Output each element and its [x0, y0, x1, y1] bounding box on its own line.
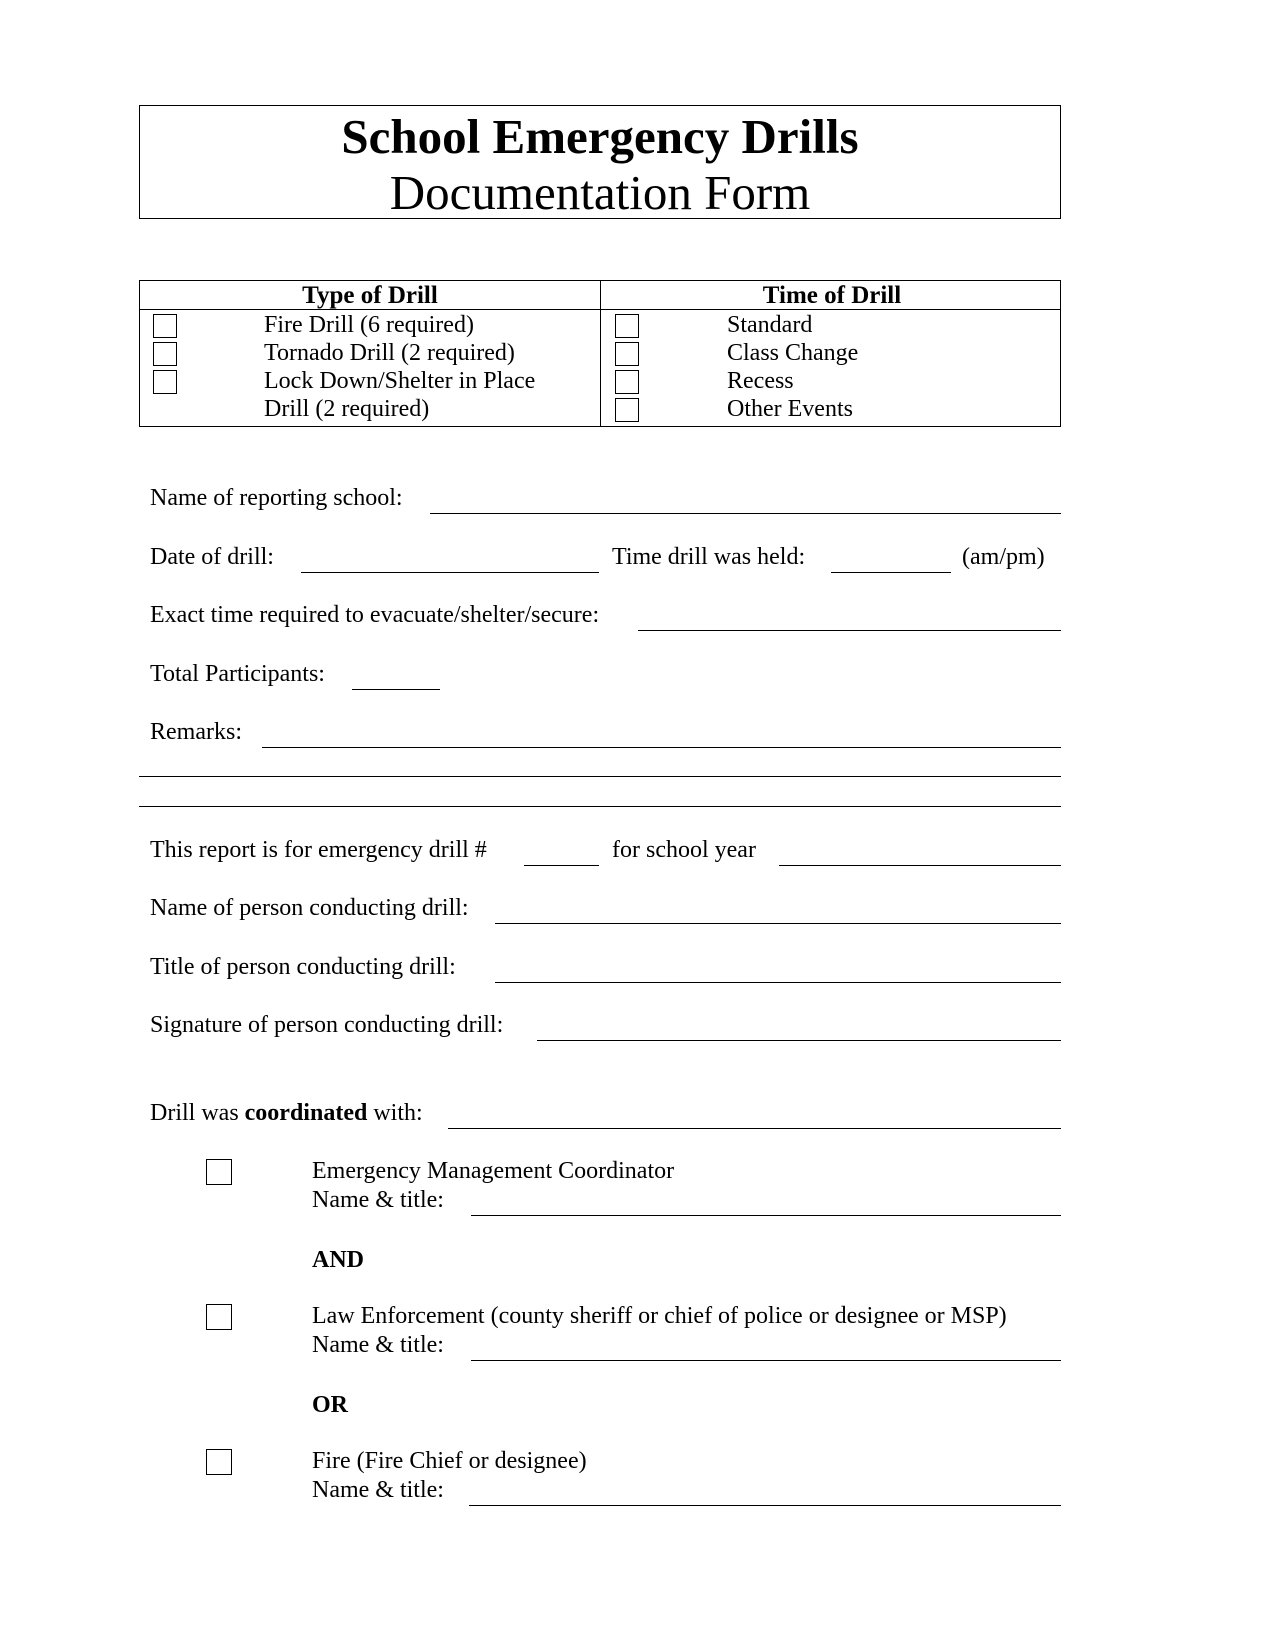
title-box	[139, 105, 1061, 219]
other-events-label: Other Events	[727, 396, 853, 422]
drill-number-label: This report is for emergency drill #	[150, 837, 487, 863]
date-label: Date of drill:	[150, 544, 274, 570]
participants-field[interactable]	[352, 689, 440, 690]
person-name-field[interactable]	[495, 923, 1061, 924]
class-change-label: Class Change	[727, 340, 859, 366]
time-held-field[interactable]	[831, 572, 951, 573]
form-title: School Emergency Drills	[341, 109, 859, 164]
recess-label: Recess	[727, 368, 794, 394]
fire-chief-label: Fire (Fire Chief or designee)	[312, 1448, 587, 1474]
lockdown-drill-label-cont: Drill (2 required)	[264, 396, 430, 422]
emc-name-title-field[interactable]	[471, 1215, 1061, 1216]
form-subtitle: Documentation Form	[389, 165, 811, 220]
remarks-label: Remarks:	[150, 719, 242, 745]
ampm-label: (am/pm)	[962, 544, 1045, 570]
coordinated-field[interactable]	[448, 1128, 1061, 1129]
coordinated-prefix: Drill was	[150, 1100, 239, 1126]
law-name-title-label: Name & title:	[312, 1332, 444, 1358]
standard-time-label: Standard	[727, 312, 813, 338]
fire-name-title-field[interactable]	[469, 1505, 1061, 1506]
remarks-field-line-2[interactable]	[139, 776, 1061, 777]
date-field[interactable]	[301, 572, 599, 573]
emc-name-title-label: Name & title:	[312, 1187, 444, 1213]
time-held-label: Time drill was held:	[612, 544, 806, 570]
other-events-checkbox[interactable]	[615, 398, 639, 422]
lockdown-drill-checkbox[interactable]	[153, 370, 177, 394]
emc-checkbox[interactable]	[206, 1159, 232, 1185]
school-name-field[interactable]	[430, 513, 1061, 514]
law-enforcement-checkbox[interactable]	[206, 1304, 232, 1330]
participants-label: Total Participants:	[150, 661, 325, 687]
coordinated-suffix: with:	[373, 1100, 423, 1126]
drill-type-time-table	[139, 280, 1061, 427]
lockdown-drill-label: Lock Down/Shelter in Place	[264, 368, 536, 394]
and-label: AND	[312, 1247, 364, 1273]
person-title-field[interactable]	[495, 982, 1061, 983]
time-of-drill-header: Time of Drill	[762, 282, 902, 309]
remarks-field-line-1[interactable]	[262, 747, 1061, 748]
signature-label: Signature of person conducting drill:	[150, 1012, 504, 1038]
tornado-drill-checkbox[interactable]	[153, 342, 177, 366]
law-name-title-field[interactable]	[471, 1360, 1061, 1361]
school-year-label: for school year	[612, 837, 756, 863]
school-name-label: Name of reporting school:	[150, 485, 403, 511]
remarks-field-line-3[interactable]	[139, 806, 1061, 807]
signature-field[interactable]	[537, 1040, 1061, 1041]
type-of-drill-header: Type of Drill	[302, 282, 438, 309]
evac-time-label: Exact time required to evacuate/shelter/secure:	[150, 602, 600, 628]
emc-label: Emergency Management Coordinator	[312, 1158, 675, 1184]
person-title-label: Title of person conducting drill:	[150, 954, 456, 980]
fire-drill-label: Fire Drill (6 required)	[264, 312, 474, 338]
fire-name-title-label: Name & title:	[312, 1477, 444, 1503]
standard-time-checkbox[interactable]	[615, 314, 639, 338]
person-name-label: Name of person conducting drill:	[150, 895, 469, 921]
tornado-drill-label: Tornado Drill (2 required)	[264, 340, 515, 366]
class-change-checkbox[interactable]	[615, 342, 639, 366]
school-year-field[interactable]	[779, 865, 1061, 866]
or-label: OR	[312, 1392, 348, 1418]
coordinated-bold: coordinated	[244, 1100, 368, 1126]
drill-number-field[interactable]	[524, 865, 599, 866]
recess-checkbox[interactable]	[615, 370, 639, 394]
law-enforcement-label: Law Enforcement (county sheriff or chief of police or designee or MSP)	[312, 1303, 1007, 1329]
evac-time-field[interactable]	[638, 630, 1061, 631]
fire-chief-checkbox[interactable]	[206, 1449, 232, 1475]
table-column-divider	[600, 281, 601, 426]
fire-drill-checkbox[interactable]	[153, 314, 177, 338]
coordinated-label	[150, 1099, 423, 1127]
